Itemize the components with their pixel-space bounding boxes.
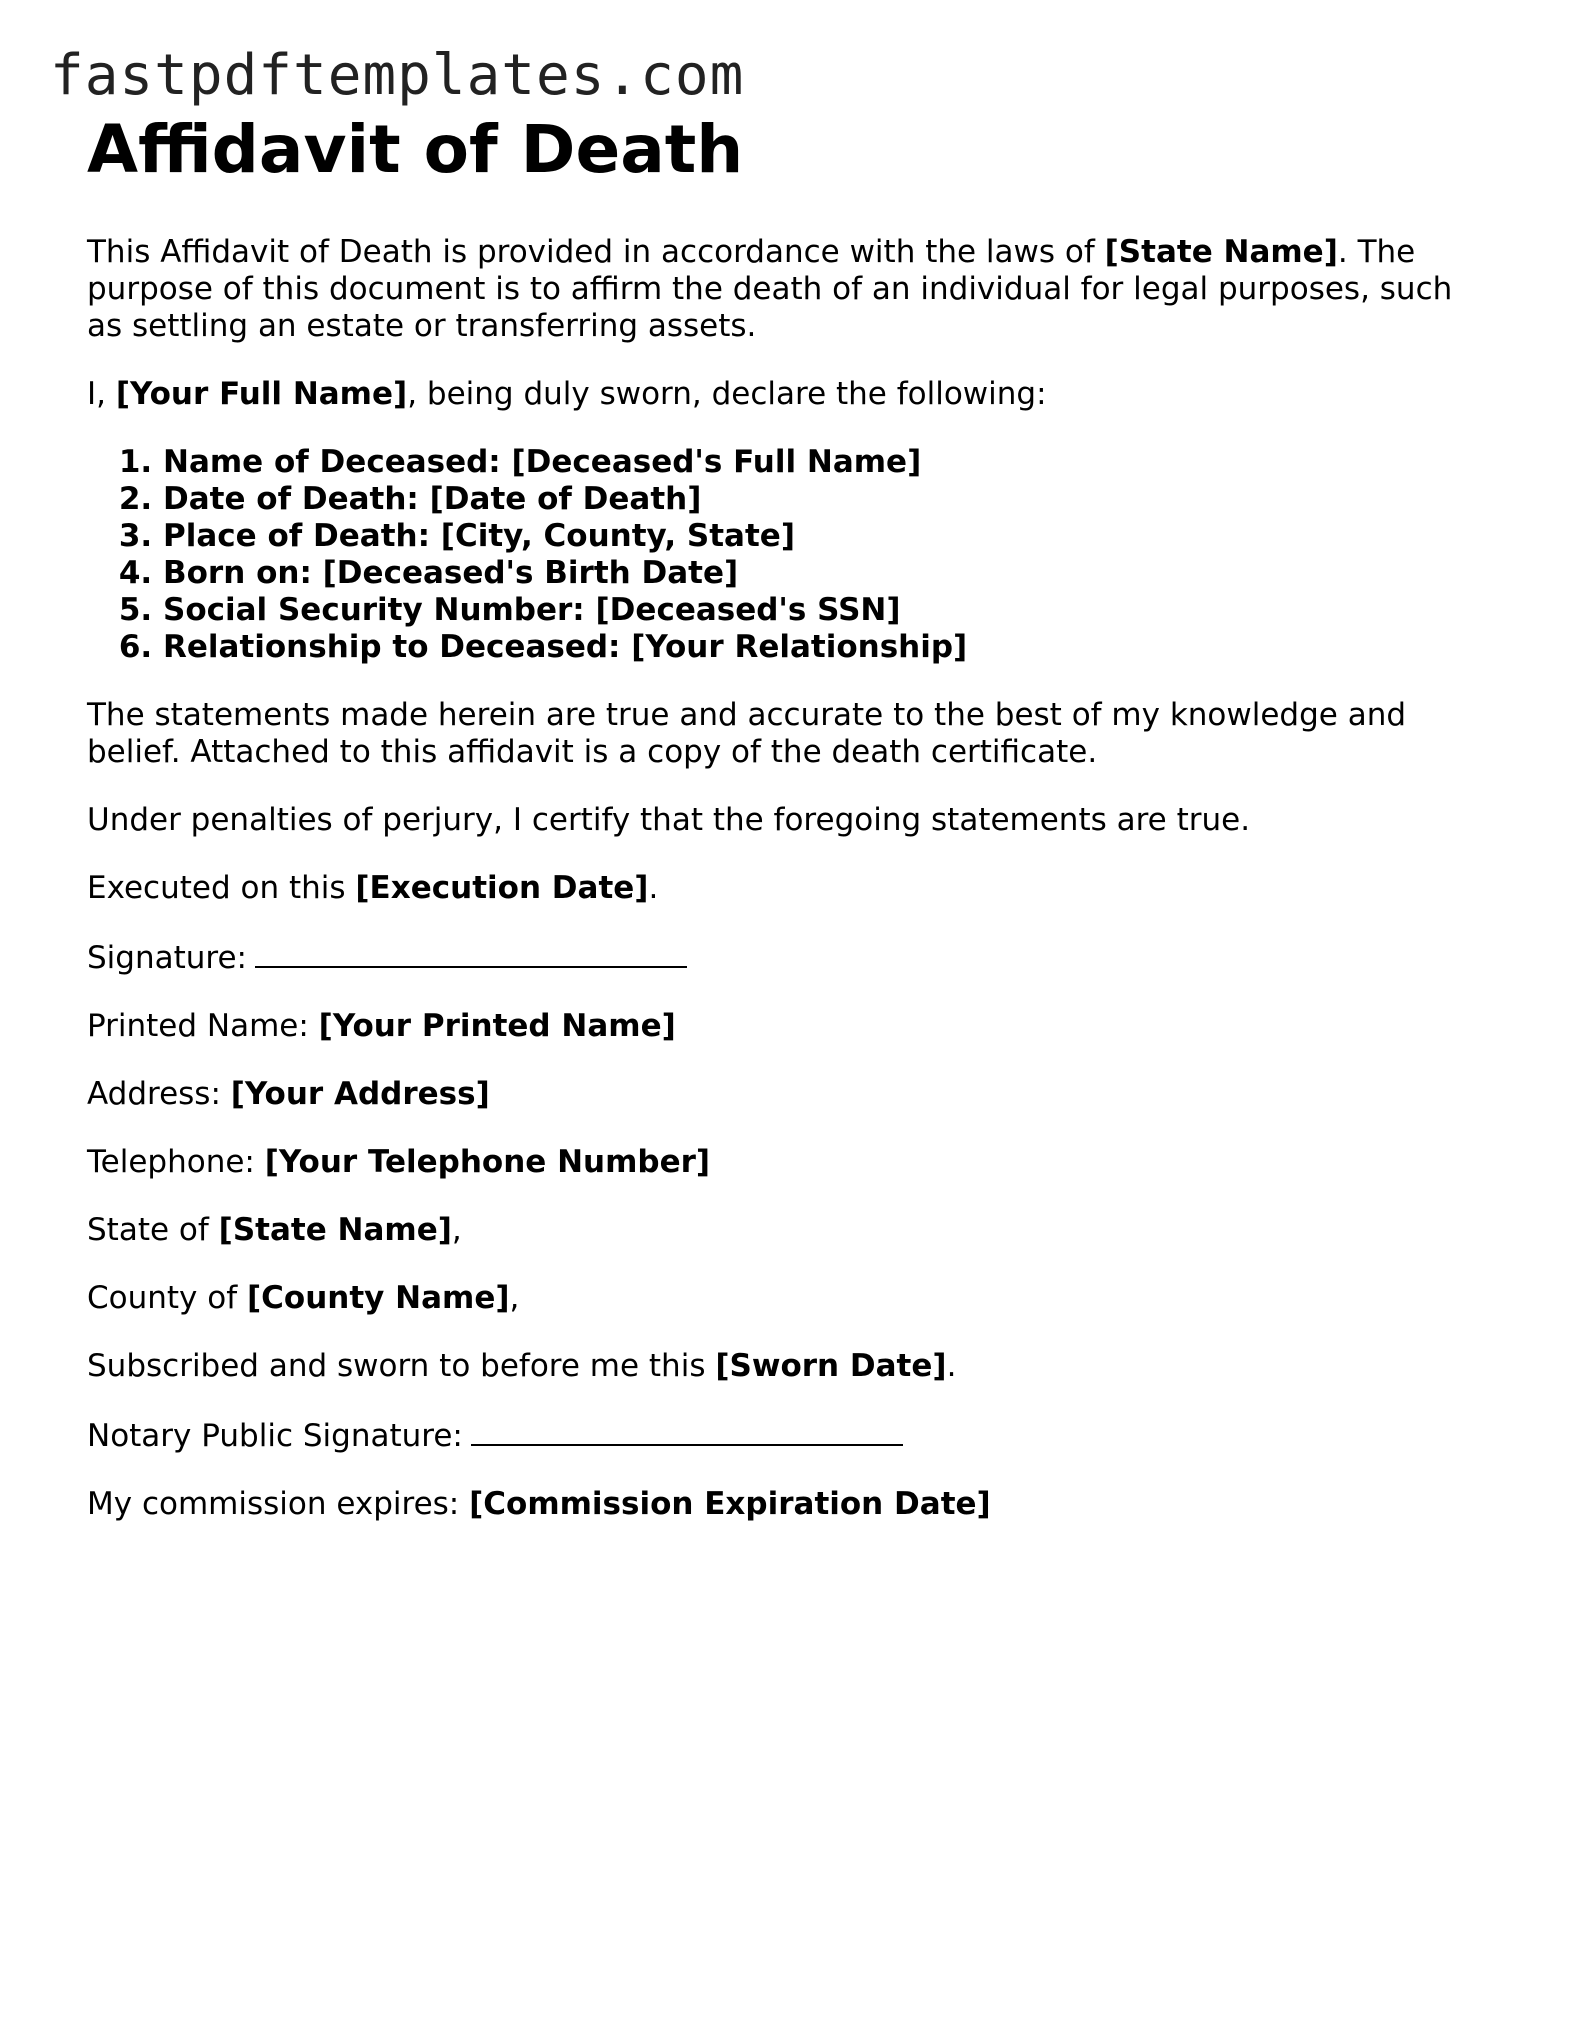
- county-field: [County Name]: [247, 1280, 510, 1316]
- printed-name-label: Printed Name:: [87, 1008, 319, 1044]
- executed-suffix: .: [648, 870, 659, 906]
- printed-name-field: [Your Printed Name]: [318, 1008, 676, 1044]
- executed-prefix: Executed on this: [87, 870, 356, 906]
- commission-line: [87, 1486, 1487, 1523]
- list-item: [163, 481, 1487, 518]
- sworn-line: [87, 1348, 1487, 1385]
- intro-state-field: [State Name]: [1104, 234, 1338, 270]
- facts-list: [87, 444, 1487, 666]
- list-item: [163, 518, 1487, 555]
- declarant-name-field: [Your Full Name]: [115, 376, 408, 412]
- signature-label: Signature:: [87, 940, 247, 976]
- perjury-paragraph: Under penalties of perjury, I certify that the foregoing statements are true.: [87, 802, 1251, 838]
- state-line: [87, 1212, 1487, 1249]
- list-item: [163, 592, 1487, 629]
- list-item-value: [Your Relationship]: [631, 629, 968, 665]
- notary-signature-line: [87, 1416, 1487, 1455]
- document: [87, 110, 1487, 1554]
- printed-name-line: [87, 1008, 1487, 1045]
- commission-date-field: [Commission Expiration Date]: [469, 1486, 991, 1522]
- sworn-date-field: [Sworn Date]: [715, 1348, 947, 1384]
- declaration-prefix: I,: [87, 376, 116, 412]
- list-item-value: [Deceased's Birth Date]: [322, 555, 739, 591]
- commission-label: My commission expires:: [87, 1486, 470, 1522]
- list-item-label: Relationship to Deceased:: [163, 629, 632, 665]
- list-item-label: Born on:: [163, 555, 323, 591]
- list-item: [163, 555, 1487, 592]
- executed-line: [87, 870, 1487, 907]
- list-item-value: [Deceased's Full Name]: [511, 444, 922, 480]
- county-suffix: ,: [509, 1280, 520, 1316]
- signature-line: [87, 938, 1487, 977]
- telephone-line: [87, 1144, 1487, 1181]
- signature-field[interactable]: [255, 938, 687, 968]
- intro-text-1: This Affidavit of Death is provided in accordance with the laws of: [87, 234, 1105, 270]
- watermark: fastpdftemplates.com: [50, 43, 745, 108]
- declaration-suffix: , being duly sworn, declare the following:: [407, 376, 1047, 412]
- list-item-label: Name of Deceased:: [163, 444, 512, 480]
- telephone-field: [Your Telephone Number]: [264, 1144, 711, 1180]
- county-label: County of: [87, 1280, 247, 1316]
- list-item-label: Social Security Number:: [163, 592, 596, 628]
- state-label: State of: [87, 1212, 219, 1248]
- state-field: [State Name]: [218, 1212, 452, 1248]
- intro-text-2: . The purpose of this document is to affirm the death of an individual for legal purposes, such as settling an estate or transferring assets.: [87, 234, 1453, 344]
- statements-paragraph: The statements made herein are true and accurate to the best of my knowledge and belief. Attached to this affidavit is a copy of the death certificate.: [87, 697, 1407, 770]
- execution-date-field: [Execution Date]: [355, 870, 649, 906]
- address-label: Address:: [87, 1076, 231, 1112]
- list-item-value: [Date of Death]: [429, 481, 702, 517]
- telephone-label: Telephone:: [87, 1144, 265, 1180]
- list-item-value: [Deceased's SSN]: [595, 592, 901, 628]
- list-item: [163, 629, 1487, 666]
- list-item-value: [City, County, State]: [440, 518, 795, 554]
- state-suffix: ,: [451, 1212, 462, 1248]
- declaration-paragraph: [87, 376, 1487, 413]
- list-item: [163, 444, 1487, 481]
- list-item-label: Date of Death:: [163, 481, 430, 517]
- intro-paragraph: [87, 234, 1487, 345]
- county-line: [87, 1280, 1487, 1317]
- page-title: Affidavit of Death: [87, 111, 744, 188]
- sworn-prefix: Subscribed and sworn to before me this: [87, 1348, 716, 1384]
- address-field: [Your Address]: [230, 1076, 490, 1112]
- list-item-label: Place of Death:: [163, 518, 441, 554]
- notary-signature-field[interactable]: [471, 1416, 903, 1446]
- sworn-suffix: .: [946, 1348, 957, 1384]
- notary-signature-label: Notary Public Signature:: [87, 1418, 463, 1454]
- address-line: [87, 1076, 1487, 1113]
